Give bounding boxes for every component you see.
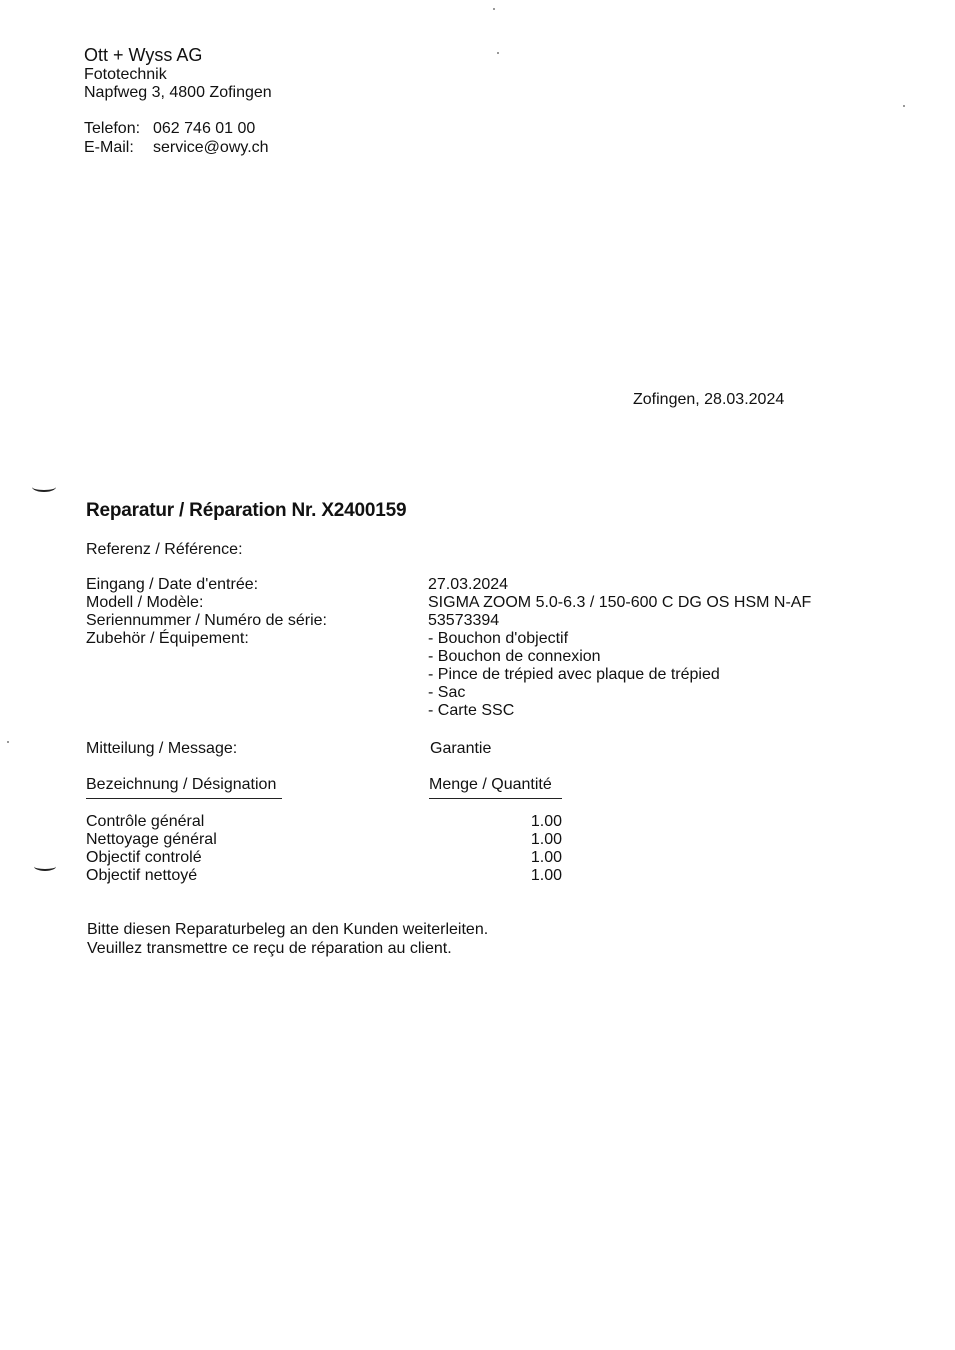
message-label: Mitteilung / Message: — [86, 740, 238, 757]
table-row-designation: Objectif nettoyé — [86, 867, 198, 884]
scan-dot — [903, 105, 905, 107]
quantity-header: Menge / Quantité — [429, 776, 562, 799]
table-row-designation: Nettoyage général — [86, 831, 217, 848]
scan-dot — [7, 741, 9, 743]
accessory-item: - Pince de trépied avec plaque de trépied — [428, 666, 720, 683]
entry-date-label: Eingang / Date d'entrée: — [86, 576, 259, 593]
phone-label: Telefon: — [84, 120, 141, 137]
entry-date-value: 27.03.2024 — [428, 576, 509, 593]
table-row-quantity: 1.00 — [530, 849, 562, 866]
email-value: service@owy.ch — [153, 139, 269, 156]
message-value: Garantie — [430, 740, 492, 757]
place-date: Zofingen, 28.03.2024 — [633, 391, 785, 408]
table-row-quantity: 1.00 — [530, 813, 562, 830]
serial-label: Seriennummer / Numéro de série: — [86, 612, 327, 629]
serial-value: 53573394 — [428, 612, 500, 629]
accessory-item: - Bouchon de connexion — [428, 648, 601, 665]
company-name: Ott + Wyss AG — [84, 45, 203, 65]
accessory-item: - Bouchon d'objectif — [428, 630, 569, 647]
scan-dot — [493, 8, 495, 10]
phone-value: 062 746 01 00 — [153, 120, 256, 137]
designation-header: Bezeichnung / Désignation — [86, 776, 282, 799]
table-row-designation: Objectif controlé — [86, 849, 202, 866]
accessories-label: Zubehör / Équipement: — [86, 630, 249, 647]
accessory-item: - Carte SSC — [428, 702, 515, 719]
table-row-quantity: 1.00 — [530, 867, 562, 884]
accessory-item: - Sac — [428, 684, 466, 701]
scan-dot — [497, 52, 499, 54]
model-value: SIGMA ZOOM 5.0-6.3 / 150-600 C DG OS HSM N-AF — [428, 594, 812, 611]
table-row-designation: Contrôle général — [86, 813, 205, 830]
repair-title: Reparatur / Réparation Nr. X2400159 — [86, 500, 407, 521]
reference-label: Referenz / Référence: — [86, 541, 243, 558]
scan-mark — [32, 482, 56, 492]
scan-mark — [34, 862, 56, 871]
email-label: E-Mail: — [84, 139, 134, 156]
table-row-quantity: 1.00 — [530, 831, 562, 848]
company-address: Napfweg 3, 4800 Zofingen — [84, 84, 272, 101]
company-subtitle: Fototechnik — [84, 66, 167, 83]
footer-line-fr: Veuillez transmettre ce reçu de réparation au client. — [87, 940, 452, 957]
model-label: Modell / Modèle: — [86, 594, 204, 611]
footer-line-de: Bitte diesen Reparaturbeleg an den Kunden weiterleiten. — [87, 921, 489, 938]
